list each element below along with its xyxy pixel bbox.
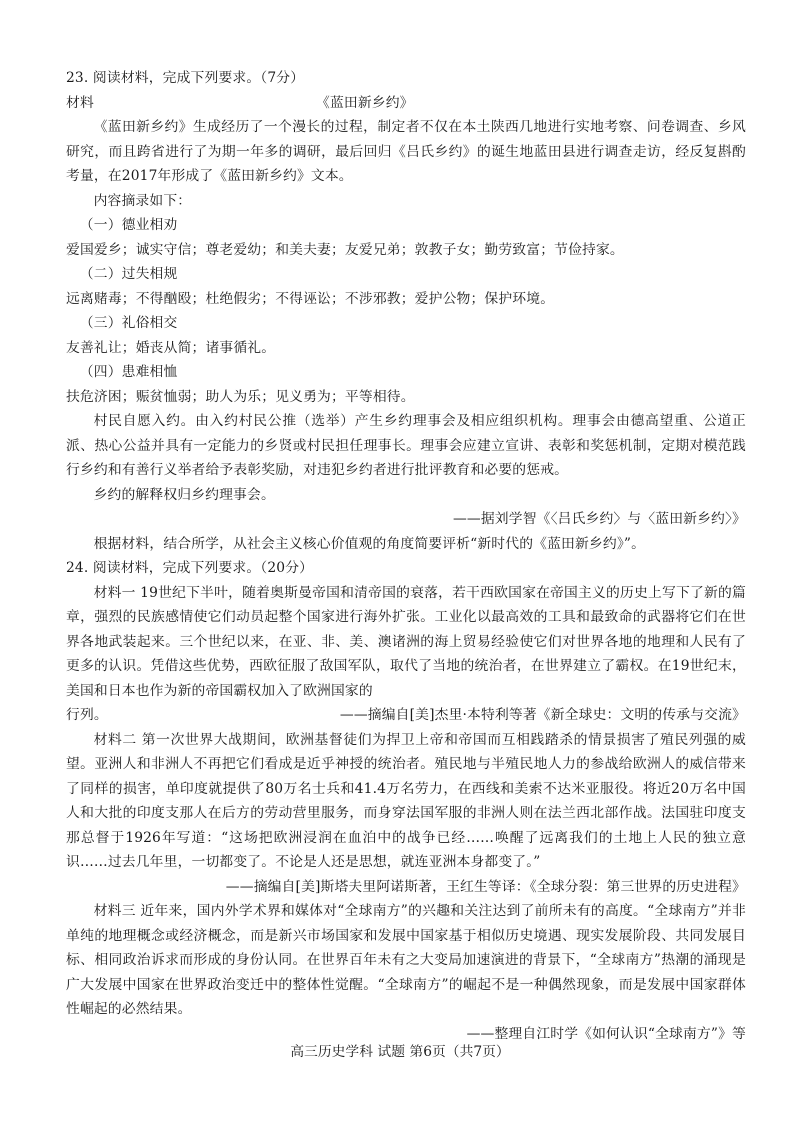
q24-material3-citation: ——整理自江时学《如何认识“全球南方”》等 xyxy=(466,1025,746,1042)
q23-section-title: （四）患难相恤 xyxy=(79,364,178,380)
q23-intro: 《蓝田新乡约》生成经历了一个漫长的过程，制定者不仅在本土陕西几地进行实地考察、问卷调查、乡风研究，而且跨省进行了为期一年多的调研，最后回归《吕氏乡约》的诞生地蓝田县进行调查走访，经反复斟酌考量，在2017年形成了《蓝田新乡约》文本。 xyxy=(66,119,746,184)
q23-section-body: 远离赌毒；不得酗殴；杜绝假劣；不得诬讼；不涉邪教；爱护公物；保护环境。 xyxy=(66,290,555,307)
q24-material1-end-row xyxy=(66,703,746,728)
q23-section-body: 友善礼让；婚丧从简；诸事循礼。 xyxy=(66,339,276,356)
q23-citation: ——据刘学智《〈吕氏乡约〉与〈蓝田新乡约〉》 xyxy=(452,511,746,527)
q24-material2: 材料二 第一次世界大战期间，欧洲基督徒们为捍卫上帝和帝国而互相践踏杀的情景损害了殖民列强的威望。亚洲人和非洲人不再把它们看成是近乎神授的统治者。殖民地与半殖民地人力的参战给欧洲人的威信带来了同样的损害，单印度就提供了80万名士兵和41.4万名劳力，在西线和美索不达米亚服役。将近20万名中国人和大批的印度支那人在后方的劳动营里服务，而身穿法国军服的非洲人则在法兰西北部作战。法国驻印度支那总督于1926年写道：“这场把欧洲浸润在血泊中的战争已经……唤醒了远离我们的土地上人民的独立意识……过去几年里，一切都变了。不论是人还是思想，就连亚洲本身都变了。” xyxy=(66,731,746,870)
q24-material2-citation: ——摘编自[美]斯塔夫里阿诺斯著，王红生等译：《全球分裂：第三世界的历史进程》 xyxy=(225,878,746,895)
q23-heading: 23. 阅读材料，完成下列要求。（7分） xyxy=(66,70,305,86)
q24-heading: 24. 阅读材料，完成下列要求。（20分） xyxy=(66,560,314,576)
q24-material1: 材料一 19世纪下半叶，随着奥斯曼帝国和清帝国的衰落，若干西欧国家在帝国主义的历史上写下了新的篇章，强烈的民族感情使它们动员起整个国家进行海外扩张。工业化以最高效的工具和最致命的武器将它们在世界各地武装起来。三个世纪以来，在亚、非、美、澳诸洲的海上贸易经验使它们对世界各地的地理和人民有了更多的认识。凭借这些优势，西欧征服了敌国军队，取代了当地的统治者，在世界建立了霸权。在19世纪末，美国和日本也作为新的帝国霸权加入了欧洲国家的 xyxy=(66,584,746,699)
q23-question: 根据材料，结合所学，从社会主义核心价值观的角度简要评析“新时代的《蓝田新乡约》”。 xyxy=(93,535,646,552)
q23-material-title-row xyxy=(66,91,746,116)
q24-material1-end: 行列。 xyxy=(66,707,108,723)
q24-material1-citation: ——摘编自[美]杰里·本特利等著《新全球史：文明的传承与交流》 xyxy=(339,707,746,723)
q24-material3: 材料三 近年来，国内外学术界和媒体对“全球南方”的兴趣和关注达到了前所未有的高度。“全球南方”并非单纯的地理概念或经济概念，而是新兴市场国家和发展中国家基于相似历史境遇、现实发展阶段、共同发展目标、相同政治诉求而形成的身份认同。在世界百年未有之大变局加速演进的背景下，“全球南方”热潮的涌现是广大发展中国家在世界政治变迁中的整体性觉醒。“全球南方”的崛起不是一种偶然现象，而是发展中国家群体性崛起的必然结果。 xyxy=(66,903,746,1017)
q23-summary-label: 内容摘录如下： xyxy=(93,192,192,209)
exam-page xyxy=(66,66,746,1046)
q23-material-label: 材料 xyxy=(66,94,94,111)
q23-para-interp: 乡约的解释权归乡约理事会。 xyxy=(93,486,275,503)
q23-material-title: 《蓝田新乡约》 xyxy=(316,94,414,111)
q23-section-title: （三）礼俗相交 xyxy=(79,315,178,331)
q23-section-title: （二）过失相规 xyxy=(79,266,178,282)
q23-section-body: 扶危济困；赈贫恤弱；助人为乐；见义勇为；平等相待。 xyxy=(66,388,415,405)
page-footer: 高三历史学科 试题 第6页（共7页） xyxy=(290,1044,510,1060)
q23-section-title: （一）德业相劝 xyxy=(79,217,178,233)
q23-para-join: 村民自愿入约。由入约村民公推（选举）产生乡约理事会及相应组织机构。理事会由德高望重、公道正派、热心公益并具有一定能力的乡贤或村民担任理事长。理事会应建立宣讲、表彰和奖惩机制，定期对模范践行乡约和有善行义举者给予表彰奖励，对违犯乡约者进行批评教育和必要的惩戒。 xyxy=(66,413,746,478)
q23-section-body: 爱国爱乡；诚实守信；尊老爱幼；和美夫妻；友爱兄弟；敦教子女；勤劳致富；节俭持家。 xyxy=(66,241,624,258)
